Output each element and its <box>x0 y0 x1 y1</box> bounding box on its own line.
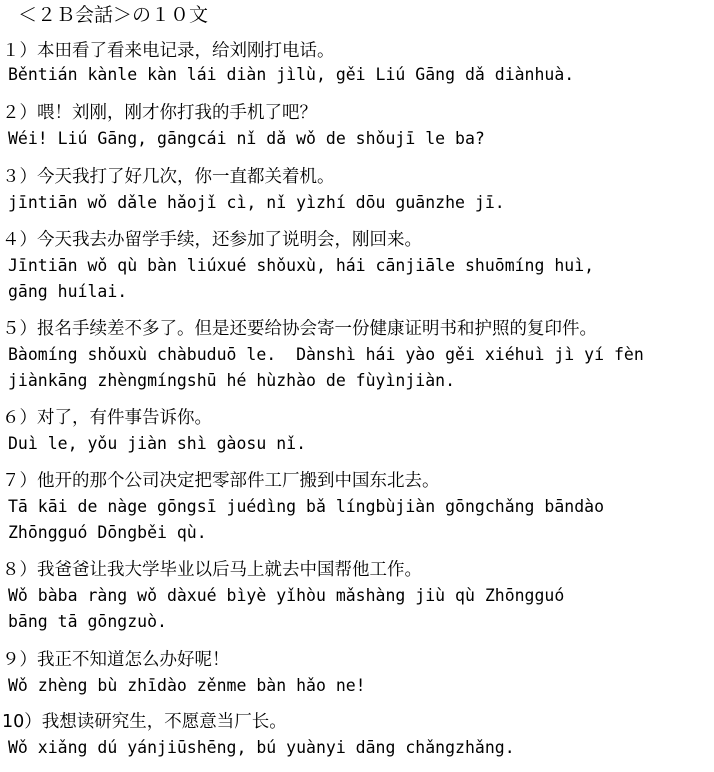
chinese-sentence <box>2 559 422 581</box>
pinyin-line: Zhōngguó Dōngběi qù. <box>8 523 207 542</box>
chinese-text: 今天我打了好几次，你一直都关着机。 <box>37 167 335 187</box>
chinese-text: 对了，有件事告诉你。 <box>37 408 212 428</box>
pinyin-line: Wéi! Liú Gāng, gāngcái nǐ dǎ wǒ de shǒujī le ba? <box>8 129 485 148</box>
sentence-number: 10） <box>2 712 42 732</box>
pinyin-line: Jīntiān wǒ qù bàn liúxué shǒuxù, hái cānjiāle shuōmíng huì, <box>8 256 595 275</box>
pinyin-line: jiànkāng zhèngmíngshū hé hùzhào de fùyìnjiàn. <box>8 371 456 390</box>
pinyin-line: Běntián kànle kàn lái diàn jìlù, gěi Liú Gāng dǎ diànhuà. <box>8 65 575 84</box>
chinese-sentence <box>2 229 422 251</box>
sentence-number: ８） <box>2 560 37 580</box>
chinese-text: 我想读研究生，不愿意当厂长。 <box>41 712 287 732</box>
chinese-text: 他开的那个公司决定把零部件工厂搬到中国东北去。 <box>37 471 440 491</box>
pinyin-line: Bàomíng shǒuxù chàbuduō le. Dànshì hái yào gěi xiéhuì jì yí fèn <box>8 345 644 364</box>
chinese-text: 今天我去办留学手续，还参加了说明会，刚回来。 <box>37 230 422 250</box>
chinese-text: 我爸爸让我大学毕业以后马上就去中国帮他工作。 <box>37 560 422 580</box>
pinyin-line: bāng tā gōngzuò. <box>8 612 167 631</box>
chinese-text: 本田看了看来电记录，给刘刚打电话。 <box>37 41 335 61</box>
page-title: ＜２Ｂ会話＞の１０文 <box>18 4 209 26</box>
chinese-text: 喂！刘刚，刚才你打我的手机了吧？ <box>37 103 317 123</box>
pinyin-line: Wǒ zhèng bù zhīdào zěnme bàn hǎo ne! <box>8 676 366 695</box>
pinyin-line: Wǒ bàba ràng wǒ dàxué bìyè yǐhòu mǎshàng jiù qù Zhōngguó <box>8 586 565 605</box>
chinese-sentence <box>2 649 230 671</box>
chinese-sentence <box>2 318 597 340</box>
chinese-text: 报名手续差不多了。但是还要给协会寄一份健康证明书和护照的复印件。 <box>37 319 597 339</box>
sentence-number: ５） <box>2 319 37 339</box>
pinyin-line: Tā kāi de nàge gōngsī juédìng bǎ língbùjiàn gōngchǎng bāndào <box>8 497 605 516</box>
chinese-sentence <box>2 470 440 492</box>
sentence-number: ６） <box>2 408 37 428</box>
sentence-number: ３） <box>2 167 37 187</box>
pinyin-line: jīntiān wǒ dǎle hǎojǐ cì, nǐ yìzhí dōu guānzhe jī. <box>8 193 505 212</box>
pinyin-line: Duì le, yǒu jiàn shì gàosu nǐ. <box>8 434 307 453</box>
chinese-sentence <box>2 407 212 429</box>
sentence-number: １） <box>2 41 37 61</box>
pinyin-line: Wǒ xiǎng dú yánjiūshēng, bú yuànyi dāng chǎngzhǎng. <box>8 738 515 757</box>
chinese-sentence <box>2 40 335 62</box>
sentence-number: ２） <box>2 103 37 123</box>
chinese-text: 我正不知道怎么办好呢！ <box>37 650 230 670</box>
pinyin-line: gāng huílai. <box>8 282 128 301</box>
chinese-sentence <box>2 102 317 124</box>
sentence-number: ４） <box>2 230 37 250</box>
chinese-sentence <box>2 166 335 188</box>
chinese-sentence <box>2 711 287 733</box>
sentence-number: ７） <box>2 471 37 491</box>
sentence-number: ９） <box>2 650 37 670</box>
